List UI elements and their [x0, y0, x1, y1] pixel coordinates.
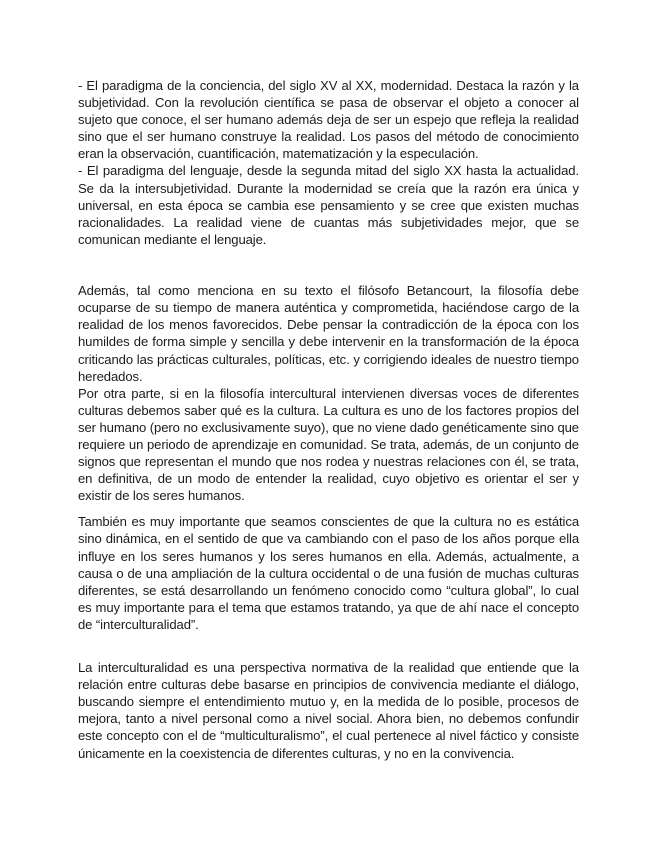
- bullet-paradigma-conciencia: - El paradigma de la conciencia, del siglo XV al XX, modernidad. Destaca la razón y la subjetividad. Con la revolución científica se pasa de observar el objeto a conocer al sujeto que conoce, el ser humano además deja de ser un espejo que refleja la realidad sino que el ser humano construye la realidad. Los pasos del método de conocimiento eran la observación, cuantificación, matematización y la especulación.: [78, 78, 579, 162]
- document-body: [78, 77, 579, 762]
- paragraph-cultura-dinamica: También es muy importante que seamos conscientes de que la cultura no es estática sino dinámica, en el sentido de que va cambiando con el paso de los años porque ella influye en los seres humanos y los seres humanos en ella. Además, actualmente, a causa o de una ampliación de la cultura occidental o de una fusión de muchas culturas diferentes, se está desarrollando un fenómeno conocido como “cultura global”, lo cual es muy importante para el tema que estamos tratando, ya que de ahí nace el concepto de “interculturalidad”.: [78, 514, 579, 632]
- paragraph-spacer: [78, 504, 579, 513]
- paragraph-spacer: [78, 248, 579, 265]
- paragraph-spacer: [78, 650, 579, 659]
- paragraph-spacer: [78, 265, 579, 282]
- paragraph-betancourt: Además, tal como menciona en su texto el filósofo Betancourt, la filosofía debe ocuparse de su tiempo de manera auténtica y comprometida, haciéndose cargo de la realidad de los menos favorecidos. Debe pensar la contradicción de la época con los humildes de forma simple y sencilla y debe intervenir en la transformación de la época criticando las prácticas culturales, políticas, etc. y corrigiendo ideales de nuestro tiempo heredados.: [78, 283, 579, 384]
- bullet-paradigma-lenguaje: - El paradigma del lenguaje, desde la segunda mitad del siglo XX hasta la actualidad. Se da la intersubjetividad. Durante la modernidad se creía que la razón era única y universal, en esta época se cambia ese pensamiento y se cree que existen muchas racionalidades. La realidad viene de cuantas más subjetividades mejor, que se comunican mediante el lenguaje.: [78, 163, 579, 247]
- paragraph-spacer: [78, 633, 579, 650]
- paragraph-interculturalidad: La interculturalidad es una perspectiva normativa de la realidad que entiende que la relación entre culturas debe basarse en principios de convivencia mediante el diálogo, buscando siempre el entendimiento mutuo y, en la medida de lo posible, procesos de mejora, tanto a nivel personal como a nivel social. Ahora bien, no debemos confundir este concepto con el de “multiculturalismo”, el cual pertenece al nivel fáctico y consiste únicamente en la coexistencia de diferentes culturas, y no en la convivencia.: [78, 660, 579, 761]
- paragraph-cultura: Por otra parte, si en la filosofía intercultural intervienen diversas voces de diferentes culturas debemos saber qué es la cultura. La cultura es uno de los factores propios del ser humano (pero no exclusivamente suyo), que no viene dado genéticamente sino que requiere un periodo de aprendizaje en comunidad. Se trata, además, de un conjunto de signos que representan el mundo que nos rodea y nuestras relaciones con él, se trata, en definitiva, de un modo de entender la realidad, cuyo objetivo es orientar el ser y existir de los seres humanos.: [78, 385, 579, 504]
